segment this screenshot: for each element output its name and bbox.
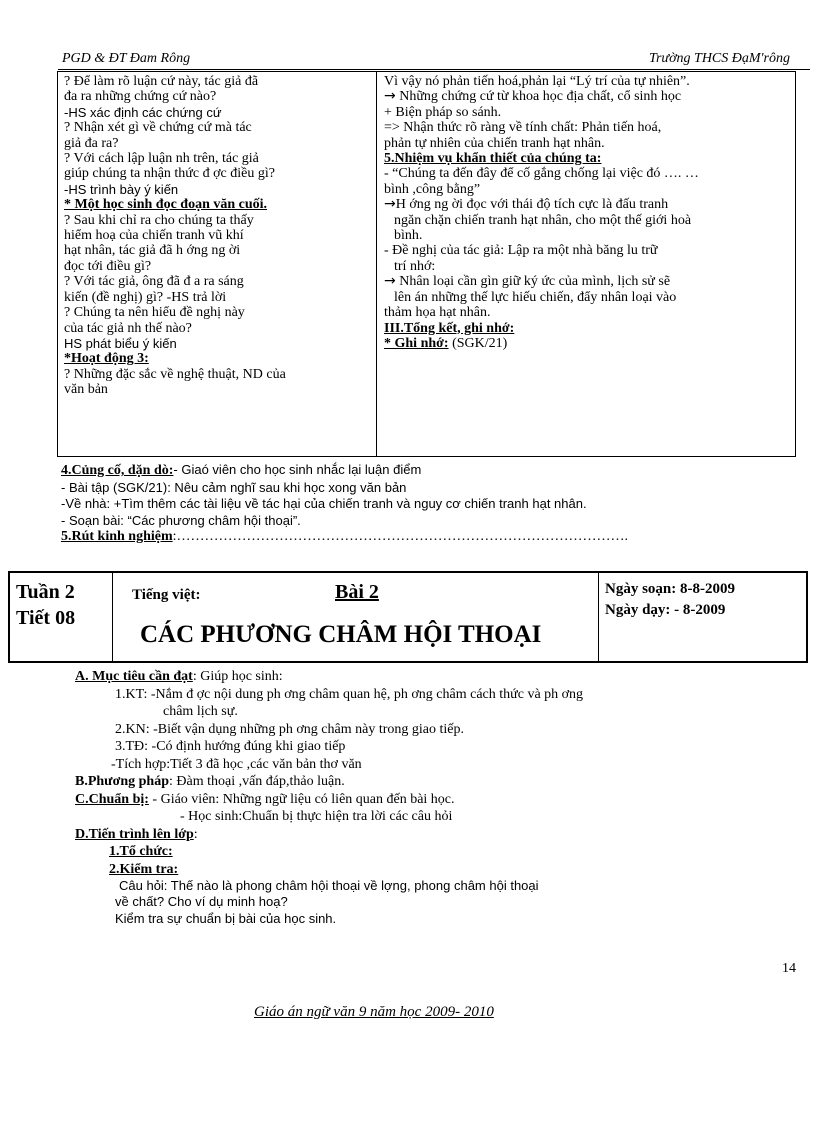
preparation-student: - Học sinh:Chuẩn bị thực hiện tra lời các câu hỏi: [180, 809, 453, 824]
right-line: III.Tổng kết, ghi nhớ:: [384, 320, 515, 336]
question-line: về chất? Cho ví dụ minh hoạ?: [115, 894, 288, 909]
left-line: đa ra những chứng cứ nào?: [64, 89, 217, 105]
left-line: ? Nhận xét gì về chứng cứ mà tác: [64, 120, 252, 136]
right-line: → Nhân loại cần gìn giữ ký ức của mình, lịch sử sẽ: [384, 273, 671, 290]
integration-line: -Tích hợp:Tiết 3 đã học ,các văn bản thơ văn: [111, 756, 362, 772]
right-line: trí nhớ:: [394, 258, 436, 274]
left-line: ? Những đặc sắc về nghệ thuật, ND của: [64, 366, 286, 382]
right-line: => Nhận thức rõ ràng về tính chất: Phản tiến hoá,: [384, 120, 662, 136]
section-5-label: 5.Rút kinh nghiệm: [61, 529, 173, 544]
left-line: đọc tới điều gì?: [64, 258, 152, 274]
footer: Giáo án ngữ văn 9 năm học 2009- 2010: [254, 1004, 494, 1020]
left-line: ? Chúng ta nên hiểu đề nghị này: [64, 305, 245, 321]
section-4-text: - Giaó viên cho học sinh nhắc lại luận điểm: [173, 462, 422, 477]
table-left-cell: [64, 74, 372, 398]
attitude-line: 3.TĐ: -Có định hướng đúng khi giao tiếp: [115, 739, 346, 754]
section-4: [61, 462, 628, 546]
teach-date: Ngày dạy: - 8-2009: [605, 602, 726, 618]
left-line: *Hoạt động 3:: [64, 351, 149, 367]
week-label: Tuần 2: [16, 581, 75, 603]
header-right: Trường THCS ĐạM'rông: [648, 51, 790, 66]
right-line: * Ghi nhớ: (SGK/21): [384, 335, 508, 351]
right-line: lên án những thế lực hiếu chiến, đẩy nhân loại vào: [394, 289, 677, 305]
left-line: ? Với tác giả, ông đã đ a ra sáng: [64, 274, 244, 290]
right-line: thảm họa hạt nhân.: [384, 305, 491, 321]
left-line: -HS trình bày ý kiến: [64, 181, 179, 197]
method-label: B.Phương pháp: [75, 774, 169, 789]
left-line: văn bản: [64, 382, 108, 398]
objective-text: : Giúp học sinh:: [192, 669, 283, 684]
section-4-line: - Bài tập (SGK/21): Nêu cảm nghĩ sau khi học xong văn bản: [61, 479, 407, 495]
procedure-label: D.Tiến trình lên lớp: [75, 826, 194, 842]
right-line: bình.: [394, 228, 423, 244]
lesson-number: Bài 2: [335, 581, 379, 603]
left-line: giả đa ra?: [64, 135, 119, 151]
left-line: hiểm hoạ của chiến tranh vũ khí: [64, 228, 244, 244]
left-line: kiến (đề nghị) gì? -HS trả lời: [64, 289, 227, 305]
arrow-icon: →: [384, 88, 396, 105]
period-label: Tiết 08: [16, 607, 76, 629]
right-line: 5.Nhiệm vụ khẩn thiết của chúng ta:: [384, 151, 602, 167]
left-line: HS phát biểu ý kiến: [64, 335, 177, 351]
right-line: Vì vậy nó phản tiến hoá,phản lại “Lý trí của tự nhiên”.: [384, 74, 690, 89]
table-divider: [376, 72, 377, 456]
left-line: ? Để làm rõ luận cứ này, tác giả đã: [64, 74, 259, 89]
method-text: : Đàm thoại ,vấn đáp,thảo luận.: [168, 774, 345, 789]
right-line: phản tự nhiên của chiến tranh hạt nhân.: [384, 135, 605, 151]
section-4-line: -Về nhà: +Tìm thêm các tài liệu về tác hại của chiến tranh và nguy cơ chiến tranh hạt nhân.: [61, 496, 587, 511]
right-line: ngăn chặn chiến tranh hạt nhân, cho một thế giới hoà: [394, 212, 692, 228]
content-table: [57, 71, 796, 457]
skill-line: 2.KN: -Biết vận dụng những ph ơng châm này trong giao tiếp.: [115, 721, 464, 737]
header-rule: [58, 69, 810, 70]
table-right-cell: [384, 74, 794, 351]
preparation-teacher: - Giáo viên: Những ngữ liệu có liên quan đến bài học.: [148, 791, 455, 807]
left-line: ? Với cách lập luận nh trên, tác giả: [64, 151, 259, 167]
left-line: * Một học sinh đọc đoạn văn cuối.: [64, 197, 268, 213]
left-line: giúp chúng ta nhận thức đ ợc điều gì?: [64, 166, 275, 182]
lesson-body: A. Mục tiêu cần đạt: Giúp học sinh: 1.KT: -Nắm đ ợc nội dung ph ơng châm quan hệ, ph ơng châm cách thức và ph ơng châm lịch sự. 2.KN: -Biết vận dụng những ph ơng châm này trong giao tiếp. 3.TĐ: -Có định hướng đúng khi giao tiếp -Tích hợp:Tiết 3 đã học ,các văn bản thơ văn B.Phương pháp: Đàm thoại ,vấn đáp,thảo luận. C.Chuẩn bị: - Giáo viên: Những ngữ liệu có liên quan đến bài học. - Học sinh:Chuẩn bị thực hiện tra lời các câu hỏi D.Tiến trình lên lớp: 1.Tổ chức: 2.Kiểm tra: Câu hỏi: Thế nào là phong châm hội thoại về lợng, phong châm hội thoại về chất? Cho ví dụ minh hoạ? Kiểm tra sự chuẩn bị bài của học sinh.: [75, 669, 584, 926]
prep-date: Ngày soạn: 8-8-2009: [605, 581, 735, 597]
preparation-label: C.Chuẩn bị:: [75, 791, 149, 807]
right-line: bình ,công bằng”: [384, 181, 481, 197]
right-line: - “Chúng ta đến đây để cố gắng chống lại việc đó …. …: [384, 166, 699, 182]
lesson-title: CÁC PHƯƠNG CHÂM HỘI THOẠI: [140, 621, 542, 648]
section-5-dots: :…………………………………………………………………………………….: [172, 529, 629, 544]
lesson-header-box: [8, 571, 808, 663]
question-line: Câu hỏi: Thế nào là phong châm hội thoại về lợng, phong châm hội thoại: [119, 878, 539, 893]
arrow-icon: →: [384, 273, 396, 290]
left-line: của tác giả nh thế nào?: [64, 320, 192, 336]
header-left: PGD & ĐT Đam Rông: [62, 51, 191, 66]
right-line: - Đề nghị của tác giả: Lập ra một nhà băng lu trữ: [384, 243, 658, 259]
arrow-icon: →: [384, 196, 396, 213]
question-line: Kiểm tra sự chuẩn bị bài của học sinh.: [115, 911, 337, 926]
check-label: 2.Kiểm tra:: [109, 861, 179, 877]
page-number: 14: [782, 961, 796, 976]
section-4-label: 4.Củng cố, dặn dò:: [61, 463, 174, 478]
left-line: -HS xác định các chứng cứ: [64, 104, 222, 120]
section-4-line: - Soạn bài: “Các phương châm hội thoại”.: [61, 512, 301, 528]
subject-label: Tiếng việt:: [132, 587, 201, 603]
organization-label: 1.Tổ chức:: [109, 844, 173, 859]
right-line: →H ớng ng ời đọc với thái độ tích cực là đấu tranh: [384, 196, 669, 213]
right-line: → Những chứng cứ từ khoa học địa chất, cổ sinh học: [384, 88, 682, 105]
objective-label: A. Mục tiêu cần đạt: [75, 669, 193, 684]
box-divider: [598, 573, 599, 661]
left-line: ? Sau khi chỉ ra cho chúng ta thấy: [64, 212, 254, 228]
right-line: + Biện pháp so sánh.: [384, 104, 502, 120]
box-divider: [112, 573, 113, 661]
knowledge-line: châm lịch sự.: [163, 704, 238, 719]
left-line: hạt nhân, tác giả đã h ớng ng ời: [64, 243, 241, 259]
knowledge-line: 1.KT: -Nắm đ ợc nội dung ph ơng châm quan hệ, ph ơng châm cách thức và ph ơng: [115, 686, 584, 702]
